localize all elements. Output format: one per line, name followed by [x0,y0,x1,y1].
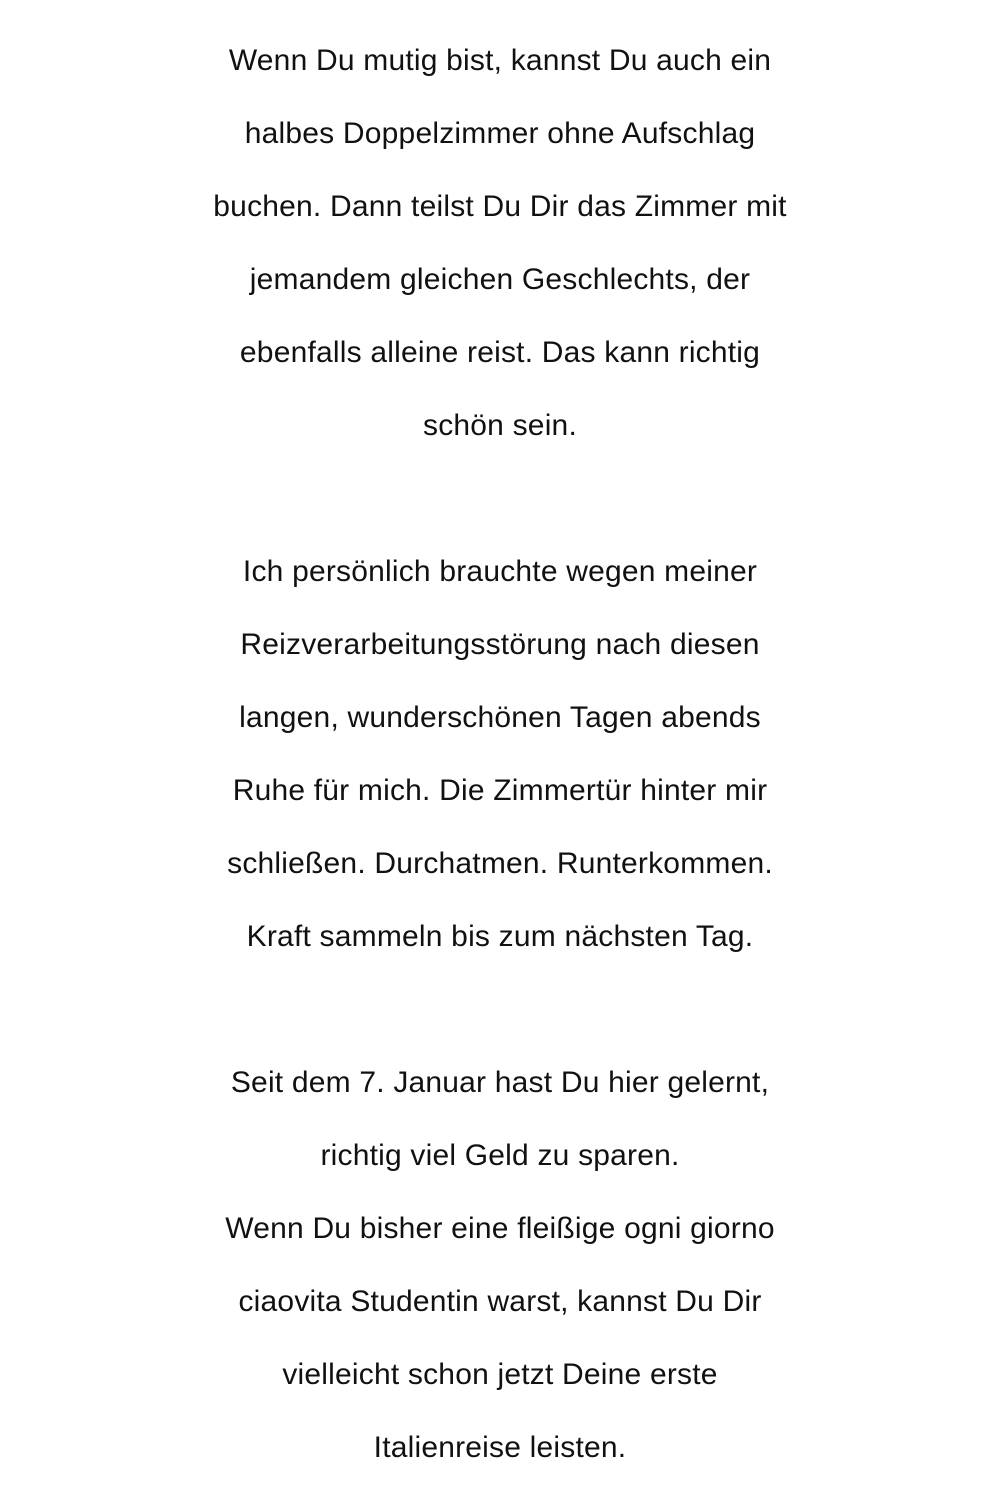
text-line: schließen. Durchatmen. Runterkommen. [227,847,773,880]
text-line: halbes Doppelzimmer ohne Aufschlag [244,117,756,150]
text-line: Reizverarbeitungsstörung nach diesen [240,628,760,661]
text-line: jemandem gleichen Geschlechts, der [249,263,751,296]
paragraph-saving-money [0,1046,1000,1484]
text-line: Wenn Du mutig bist, kannst Du auch ein [228,44,772,77]
text-line: langen, wunderschönen Tagen abends [239,701,761,734]
text-line: Wenn Du bisher eine fleißige ogni giorno [225,1212,775,1245]
text-line: Italienreise leisten. [373,1431,627,1464]
text-line: vielleicht schon jetzt Deine erste [282,1358,718,1391]
text-line: Ruhe für mich. Die Zimmertür hinter mir [232,774,768,807]
paragraph-room-sharing [0,24,1000,462]
paragraph-personal-rest [0,535,1000,973]
text-line: buchen. Dann teilst Du Dir das Zimmer mit [213,190,787,223]
paragraph-spacer [0,973,1000,1046]
text-line: Ich persönlich brauchte wegen meiner [242,555,758,588]
text-line: schön sein. [423,409,577,442]
text-line: Kraft sammeln bis zum nächsten Tag. [246,920,754,953]
paragraph-spacer [0,462,1000,535]
text-line: ebenfalls alleine reist. Das kann richtig [239,336,761,369]
text-line: Seit dem 7. Januar hast Du hier gelernt, [230,1066,770,1099]
text-line: richtig viel Geld zu sparen. [320,1139,680,1172]
text-line: ciaovita Studentin warst, kannst Du Dir [238,1285,762,1318]
